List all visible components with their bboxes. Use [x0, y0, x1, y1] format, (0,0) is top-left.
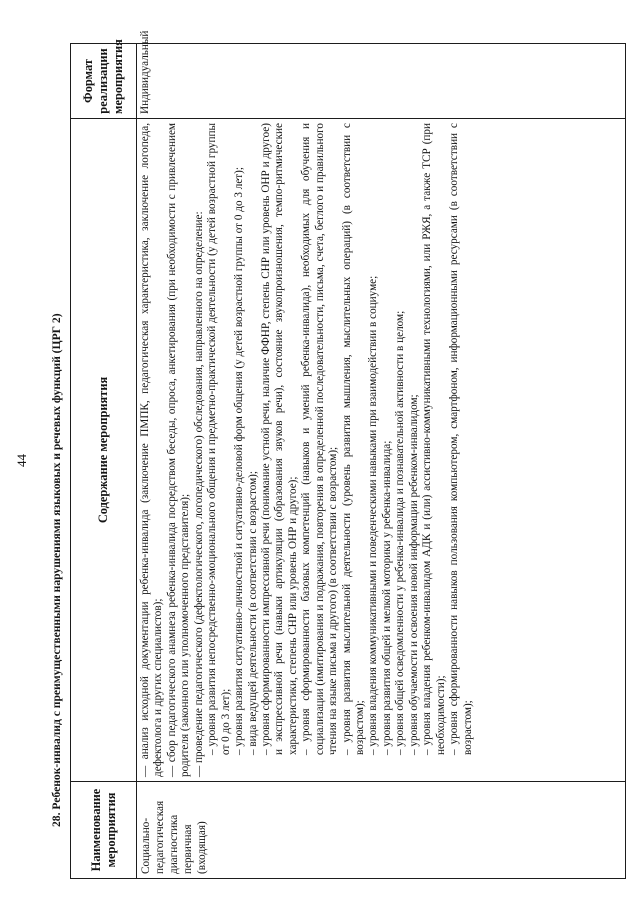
table-row — [137, 44, 626, 879]
list-item: – уровня владения ребенком-инвалидом АДК и (или) ассистивно-коммуникативными технологиями, или РЖЯ, а также ТСР (при необходимости); — [421, 123, 447, 755]
list-item: – вида ведущей деятельности (в соответствии с возрастом); — [246, 471, 259, 755]
activity-name-line: (входящая) — [196, 821, 208, 874]
activity-name-cell — [137, 782, 626, 879]
header-content: Содержание мероприятия — [71, 119, 137, 782]
list-item: – уровня общей осведомленности у ребенка-инвалида и познавательной активности в целом; — [394, 310, 407, 755]
activity-name-line: Социально- — [140, 817, 152, 874]
list-item: — анализ исходной документации ребенка-инвалида (заключение ПМПК, педагогическая характеристика, заключение логопеда, дефектолога и других специалистов); — [139, 123, 165, 777]
activity-content-cell — [137, 119, 626, 782]
activities-table — [70, 30, 626, 879]
list-item: – уровня обучаемости и освоения новой информации ребенком-инвалидом; — [407, 394, 420, 755]
activity-name-line: диагностика — [168, 814, 180, 874]
list-item: – уровня развития общей и мелкой моторики у ребенка-инвалида; — [380, 440, 393, 755]
table-header-row — [71, 44, 137, 879]
list-item: – уровня сформированности базовых компетенций (навыков и умений ребенка-инвалида), необходимых для обучения и социализации (имитирования и подражания, повторения в определенной последовательности, письма, счета, беглого и правильного чтения на языке письма и другого) (в соответствии с возрастом); — [300, 123, 340, 755]
activity-name-line: педагогическая — [154, 800, 166, 874]
page-number: 44 — [14, 454, 29, 467]
list-item: – уровня сформированности импрессивной речи (понимание устной речи, наличие ФФНР, степень СНР или уровень ОНР и другое) и экспрессивной речи (навыки артикуляции (образования звуков речи), состояние звукопроизношения, темпо-ритмические характеристики, степень СНР или уровень ОНР и другое); — [259, 123, 299, 755]
list-item: – уровня развития непосредственно-эмоционального общения и предметно-практической деятельности (у детей возрастной группы от 0 до 3 лет); — [206, 123, 232, 755]
list-item: — проведение педагогического (дефектологического, логопедического) обследования, направленного на определение: — [192, 211, 205, 777]
activity-format-cell: Индивидуальный — [137, 44, 626, 119]
list-item: – уровня развития ситуативно-личностной и ситуативно-деловой форм общения (у детей возрастной группы от 0 до 3 лет); — [233, 166, 246, 755]
list-item: – уровня владения коммуникативными и поведенческими навыками при взаимодействии в социуме; — [367, 275, 380, 755]
list-item: – уровня развития мыслительной деятельности (уровень развития мышления, мыслительных операций) (в соответствии с возрастом); — [340, 123, 366, 755]
list-item: — сбор педагогического анамнеза ребенка-инвалида посредством беседы, опроса, анкетирования (при необходимости с привлечением родителя (законного или уполномоченного представителя); — [165, 123, 192, 777]
header-name: Наименование мероприятия — [71, 782, 137, 879]
activity-name-line: первичная — [182, 824, 194, 874]
header-format: Формат реализации мероприятия — [71, 44, 137, 119]
section-heading: 28. Ребенок-инвалид с преимущественными нарушениями языковых и речевых функций (ЦРГ 2) — [50, 313, 63, 827]
list-item: – уровня сформированности навыков пользования компьютером, смартфоном, информационными ресурсами (в соответствии с возрастом); — [448, 123, 474, 755]
